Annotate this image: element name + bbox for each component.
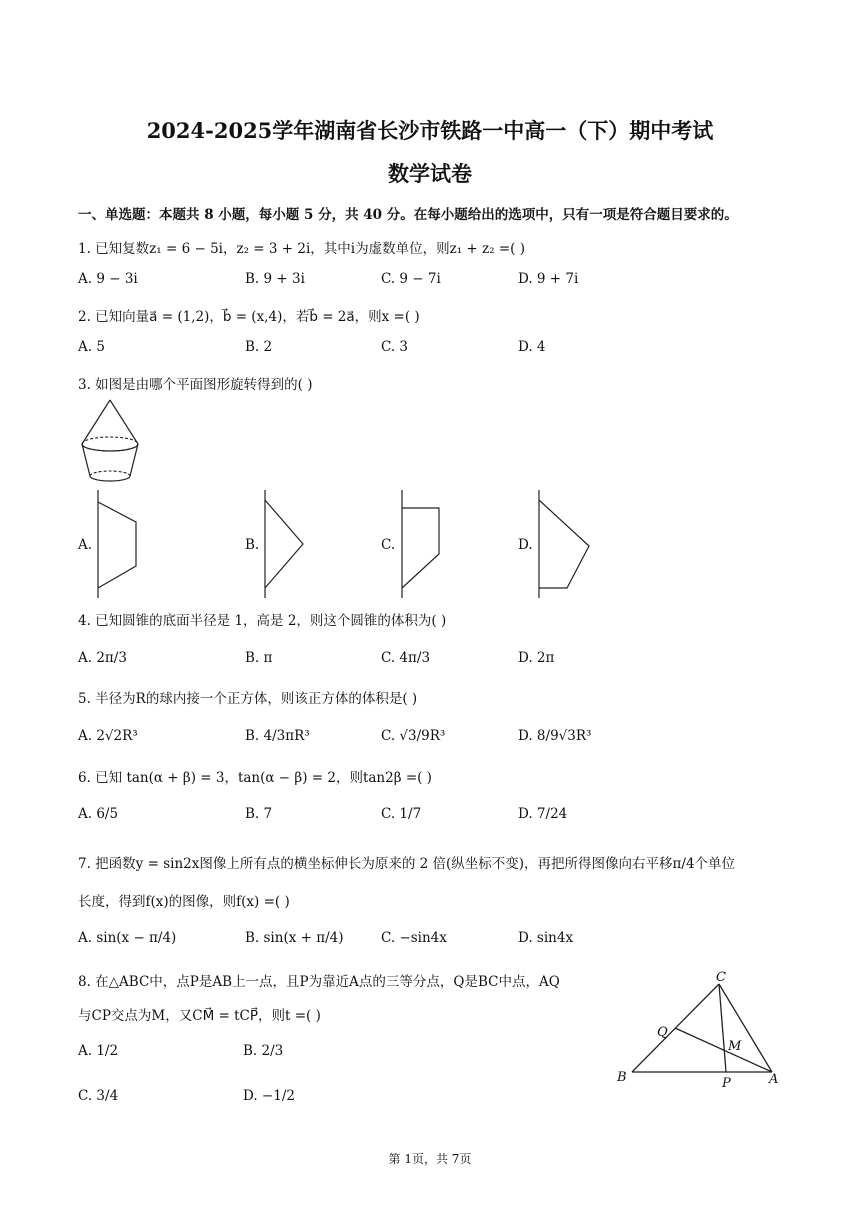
q7-option-d: D. sin4x	[518, 930, 574, 946]
label-c: C	[716, 970, 726, 985]
q8-option-a: A. 1/2	[78, 1043, 119, 1059]
q3-option-b: B.	[245, 537, 260, 553]
question-8-stem-line2: 与CP交点为M，又CM⃗ = tCP⃗，则t =( )	[78, 1008, 321, 1024]
q4-option-a: A. 2π/3	[78, 650, 127, 666]
q4-option-c: C. 4π/3	[381, 650, 431, 666]
page-title: 2024-2025学年湖南省长沙市铁路一中高一（下）期中考试	[146, 118, 714, 143]
question-7-stem: 7. 把函数y = sin2x图像上所有点的横坐标伸长为原来的 2 倍(纵坐标不变)，再把所得图像向右平移π/4个单位	[78, 856, 736, 872]
label-q: Q	[657, 1025, 668, 1040]
page-footer: 第 1页，共 7页	[388, 1152, 472, 1166]
q3-option-d: D.	[518, 537, 533, 553]
q4-option-d: D. 2π	[518, 650, 555, 666]
q3-shape-d	[537, 490, 595, 598]
question-3-stem: 3. 如图是由哪个平面图形旋转得到的( )	[78, 377, 313, 393]
q3-shape-a	[96, 490, 144, 598]
page-subtitle: 数学试卷	[388, 161, 472, 186]
section-heading: 一、单选题：本题共 8 小题，每小题 5 分，共 40 分。在每小题给出的选项中，只有一项是符合题目要求的。	[78, 207, 738, 223]
q3-solid-figure	[78, 400, 142, 484]
q2-option-c: C. 3	[381, 339, 409, 355]
label-p: P	[722, 1076, 731, 1091]
q3-shape-b	[263, 490, 313, 598]
q6-option-c: C. 1/7	[381, 806, 422, 822]
question-7-stem-line2: 长度，得到f(x)的图像，则f(x) =( )	[78, 894, 290, 910]
q2-option-b: B. 2	[245, 339, 273, 355]
q8-option-c: C. 3/4	[78, 1088, 119, 1104]
q6-option-d: D. 7/24	[518, 806, 568, 822]
label-b: B	[617, 1070, 627, 1085]
q7-option-a: A. sin(x − π/4)	[78, 930, 177, 946]
q3-shape-c	[400, 490, 444, 598]
q5-option-c: C. √3/9R³	[381, 728, 446, 744]
question-4-stem: 4. 已知圆锥的底面半径是 1，高是 2，则这个圆锥的体积为( )	[78, 613, 447, 629]
label-m: M	[728, 1039, 742, 1054]
q4-option-b: B. π	[245, 650, 273, 666]
q8-triangle-figure	[612, 968, 788, 1094]
q2-option-d: D. 4	[518, 339, 546, 355]
q1-option-a: A. 9 − 3i	[78, 271, 138, 287]
q1-option-d: D. 9 + 7i	[518, 271, 579, 287]
q3-option-c: C.	[381, 537, 396, 553]
q8-option-d: D. −1/2	[243, 1088, 295, 1104]
q5-option-b: B. 4/3πR³	[245, 728, 310, 744]
q6-option-b: B. 7	[245, 806, 273, 822]
q7-option-c: C. −sin4x	[381, 930, 447, 946]
q1-option-b: B. 9 + 3i	[245, 271, 305, 287]
q8-option-b: B. 2/3	[243, 1043, 284, 1059]
q6-option-a: A. 6/5	[78, 806, 119, 822]
q7-option-b: B. sin(x + π/4)	[245, 930, 344, 946]
label-a: A	[769, 1072, 779, 1087]
question-2-stem: 2. 已知向量a⃗ = (1,2)，b⃗ = (x,4)，若b⃗ = 2a⃗，则x =( )	[78, 309, 420, 325]
question-8-stem: 8. 在△ABC中，点P是AB上一点，且P为靠近A点的三等分点，Q是BC中点，AQ	[78, 974, 560, 990]
question-6-stem: 6. 已知 tan(α + β) = 3，tan(α − β) = 2，则tan2β =( )	[78, 770, 432, 786]
q1-option-c: C. 9 − 7i	[381, 271, 441, 287]
q3-option-a: A.	[78, 537, 93, 553]
question-1-stem: 1. 已知复数z₁ = 6 − 5i，z₂ = 3 + 2i，其中i为虚数单位，则z₁ + z₂ =( )	[78, 241, 525, 257]
q2-option-a: A. 5	[78, 339, 105, 355]
q5-option-a: A. 2√2R³	[78, 728, 138, 744]
question-5-stem: 5. 半径为R的球内接一个正方体，则该正方体的体积是( )	[78, 691, 418, 707]
q5-option-d: D. 8/9√3R³	[518, 728, 592, 744]
